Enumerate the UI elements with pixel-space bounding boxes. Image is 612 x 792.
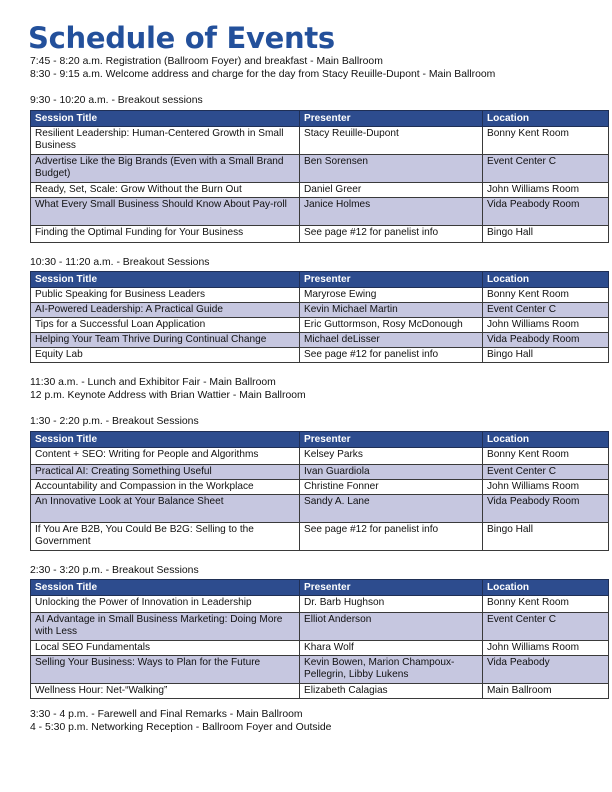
- location-cell: Vida Peabody Room: [483, 494, 609, 522]
- session-title-cell: What Every Small Business Should Know About Pay-roll: [31, 197, 300, 225]
- presenter-cell: Ivan Guardiola: [300, 464, 483, 479]
- table-row: [31, 656, 609, 684]
- header-presenter: Presenter: [300, 580, 483, 596]
- session-heading: 1:30 - 2:20 p.m. - Breakout Sessions: [30, 416, 199, 427]
- presenter-cell: See page #12 for panelist info: [300, 348, 483, 363]
- location-cell: Event Center C: [483, 464, 609, 479]
- table-row: [31, 182, 609, 197]
- session-heading: 9:30 - 10:20 a.m. - Breakout sessions: [30, 95, 203, 106]
- intro-line: 7:45 - 8:20 a.m. Registration (Ballroom Foyer) and breakfast - Main Ballroom: [30, 56, 383, 67]
- closing-line: 3:30 - 4 p.m. - Farewell and Final Remarks - Main Ballroom: [30, 709, 303, 720]
- presenter-cell: Sandy A. Lane: [300, 494, 483, 522]
- session-title-cell: If You Are B2B, You Could Be B2G: Selling to the Government: [31, 522, 300, 550]
- table-header-row: [31, 431, 609, 447]
- midday-line: 12 p.m. Keynote Address with Brian Wattier - Main Ballroom: [30, 389, 306, 401]
- schedule-page: [30, 22, 612, 734]
- location-cell: Bonny Kent Room: [483, 126, 609, 154]
- header-location: Location: [483, 580, 609, 596]
- presenter-cell: Khara Wolf: [300, 641, 483, 656]
- header-session-title: Session Title: [31, 580, 300, 596]
- location-cell: Event Center C: [483, 613, 609, 641]
- presenter-cell: Daniel Greer: [300, 182, 483, 197]
- session-title-cell: Selling Your Business: Ways to Plan for the Future: [31, 656, 300, 684]
- presenter-cell: Elliot Anderson: [300, 613, 483, 641]
- table-row: [31, 522, 609, 550]
- location-cell: Bonny Kent Room: [483, 596, 609, 613]
- presenter-cell: See page #12 for panelist info: [300, 225, 483, 242]
- table-row: [31, 613, 609, 641]
- table-header-row: [31, 272, 609, 288]
- table-row: [31, 494, 609, 522]
- location-cell: John Williams Room: [483, 182, 609, 197]
- session-title-cell: Advertise Like the Big Brands (Even with a Small Brand Budget): [31, 154, 300, 182]
- location-cell: Bingo Hall: [483, 522, 609, 550]
- table-header-row: [31, 110, 609, 126]
- session-title-cell: Helping Your Team Thrive During Continual Change: [31, 333, 300, 348]
- session-title-cell: An Innovative Look at Your Balance Sheet: [31, 494, 300, 522]
- header-session-title: Session Title: [31, 272, 300, 288]
- table-row: [31, 318, 609, 333]
- session-title-cell: Accountability and Compassion in the Workplace: [31, 479, 300, 494]
- session-title-cell: AI Advantage in Small Business Marketing: Doing More with Less: [31, 613, 300, 641]
- presenter-cell: Maryrose Ewing: [300, 288, 483, 303]
- table-row: [31, 303, 609, 318]
- location-cell: Bingo Hall: [483, 348, 609, 363]
- table-header-row: [31, 580, 609, 596]
- header-session-title: Session Title: [31, 110, 300, 126]
- location-cell: Vida Peabody Room: [483, 197, 609, 225]
- location-cell: John Williams Room: [483, 318, 609, 333]
- session-title-cell: Practical AI: Creating Something Useful: [31, 464, 300, 479]
- session-table: [30, 271, 609, 363]
- location-cell: Bingo Hall: [483, 225, 609, 242]
- table-row: [31, 596, 609, 613]
- table-row: [31, 479, 609, 494]
- session-table: [30, 579, 609, 699]
- header-location: Location: [483, 431, 609, 447]
- header-location: Location: [483, 272, 609, 288]
- header-location: Location: [483, 110, 609, 126]
- intro-line: 8:30 - 9:15 a.m. Welcome address and charge for the day from Stacy Reuille-Dupont - Main Ballroom: [30, 68, 496, 80]
- table-row: [31, 348, 609, 363]
- presenter-cell: Kelsey Parks: [300, 447, 483, 464]
- presenter-cell: Elizabeth Calagias: [300, 684, 483, 699]
- presenter-cell: Kevin Bowen, Marion Champoux-Pellegrin, Libby Lukens: [300, 656, 483, 684]
- table-row: [31, 464, 609, 479]
- table-row: [31, 333, 609, 348]
- session-table: [30, 431, 609, 551]
- location-cell: Vida Peabody Room: [483, 333, 609, 348]
- session-title-cell: AI-Powered Leadership: A Practical Guide: [31, 303, 300, 318]
- location-cell: Vida Peabody: [483, 656, 609, 684]
- presenter-cell: Kevin Michael Martin: [300, 303, 483, 318]
- closing-line: 4 - 5:30 p.m. Networking Reception - Ballroom Foyer and Outside: [30, 721, 332, 733]
- session-title-cell: Resilient Leadership: Human-Centered Growth in Small Business: [31, 126, 300, 154]
- page-title: Schedule of Events: [28, 21, 335, 55]
- presenter-cell: Christine Fonner: [300, 479, 483, 494]
- session-title-cell: Equity Lab: [31, 348, 300, 363]
- location-cell: Bonny Kent Room: [483, 447, 609, 464]
- header-presenter: Presenter: [300, 110, 483, 126]
- presenter-cell: Michael deLisser: [300, 333, 483, 348]
- session-title-cell: Wellness Hour: Net-“Walking”: [31, 684, 300, 699]
- session-title-cell: Tips for a Successful Loan Application: [31, 318, 300, 333]
- presenter-cell: Dr. Barb Hughson: [300, 596, 483, 613]
- table-row: [31, 447, 609, 464]
- session-title-cell: Finding the Optimal Funding for Your Business: [31, 225, 300, 242]
- presenter-cell: Ben Sorensen: [300, 154, 483, 182]
- presenter-cell: Stacy Reuille-Dupont: [300, 126, 483, 154]
- location-cell: John Williams Room: [483, 479, 609, 494]
- session-heading: 2:30 - 3:20 p.m. - Breakout Sessions: [30, 564, 199, 576]
- location-cell: Main Ballroom: [483, 684, 609, 699]
- table-row: [31, 154, 609, 182]
- midday-line: 11:30 a.m. - Lunch and Exhibitor Fair - Main Ballroom: [30, 377, 276, 388]
- table-row: [31, 641, 609, 656]
- session-title-cell: Public Speaking for Business Leaders: [31, 288, 300, 303]
- header-presenter: Presenter: [300, 431, 483, 447]
- session-title-cell: Ready, Set, Scale: Grow Without the Burn Out: [31, 182, 300, 197]
- location-cell: Event Center C: [483, 303, 609, 318]
- location-cell: John Williams Room: [483, 641, 609, 656]
- table-row: [31, 288, 609, 303]
- table-row: [31, 126, 609, 154]
- location-cell: Bonny Kent Room: [483, 288, 609, 303]
- session-title-cell: Unlocking the Power of Innovation in Leadership: [31, 596, 300, 613]
- table-row: [31, 197, 609, 225]
- location-cell: Event Center C: [483, 154, 609, 182]
- session-title-cell: Content + SEO: Writing for People and Algorithms: [31, 447, 300, 464]
- header-session-title: Session Title: [31, 431, 300, 447]
- session-title-cell: Local SEO Fundamentals: [31, 641, 300, 656]
- session-table: [30, 110, 609, 243]
- table-row: [31, 225, 609, 242]
- header-presenter: Presenter: [300, 272, 483, 288]
- presenter-cell: Eric Guttormson, Rosy McDonough: [300, 318, 483, 333]
- presenter-cell: Janice Holmes: [300, 197, 483, 225]
- table-row: [31, 684, 609, 699]
- presenter-cell: See page #12 for panelist info: [300, 522, 483, 550]
- session-heading: 10:30 - 11:20 a.m. - Breakout Sessions: [30, 256, 210, 268]
